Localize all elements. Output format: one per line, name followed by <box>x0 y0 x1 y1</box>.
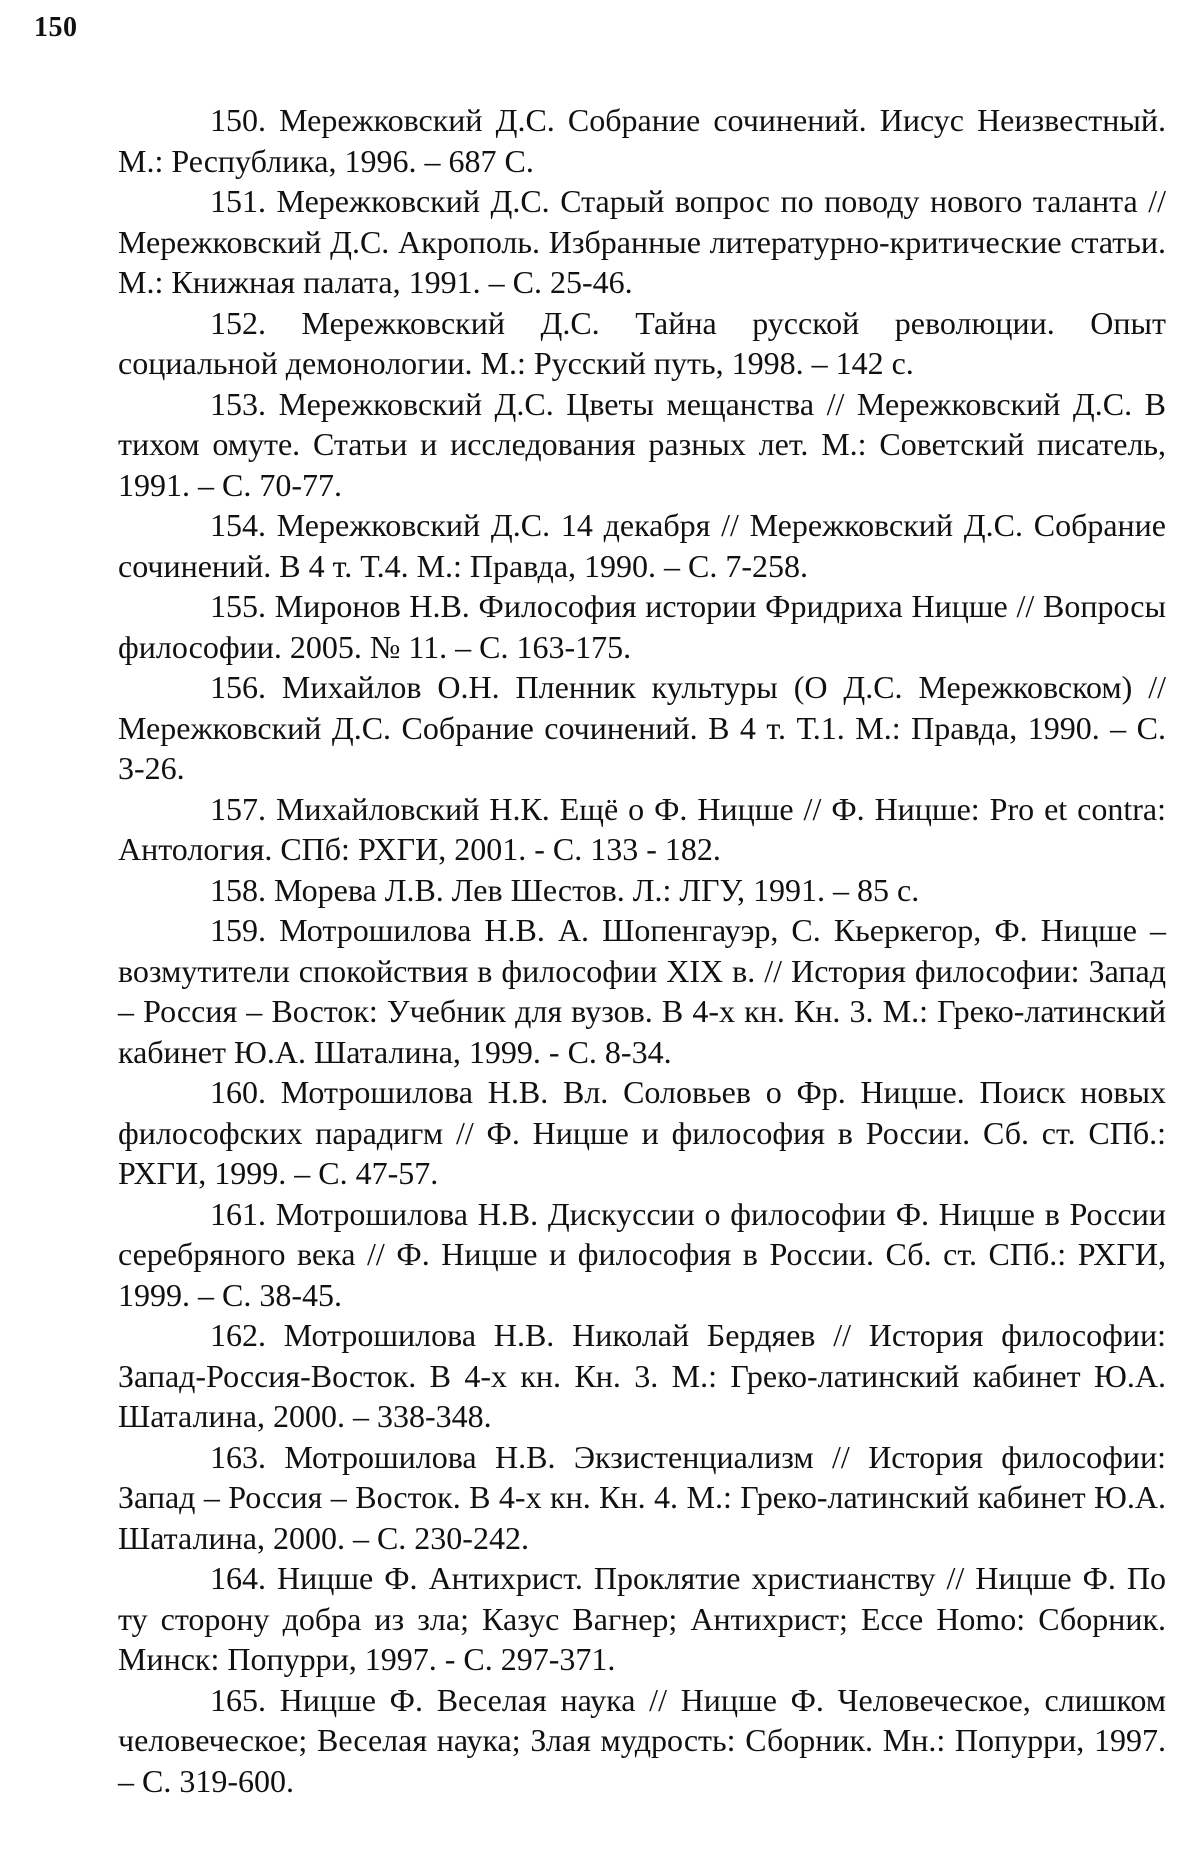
bibliography-entry-160: 160. Мотрошилова Н.В. Вл. Соловьев о Фр. Ницше. Поиск новых философских парадигм // Ф. Ницше и философия в России. Сб. ст. СПб.: РХГИ, 1999. – С. 47-57. <box>118 1074 1166 1191</box>
bibliography-entry-151: 151. Мережковский Д.С. Старый вопрос по поводу нового таланта // Мережковский Д.С. Акрополь. Избранные литературно-критические статьи. М.: Книжная палата, 1991. – С. 25-46. <box>118 183 1166 300</box>
page-number: 150 <box>34 12 78 43</box>
bibliography-entry-150: 150. Мережковский Д.С. Собрание сочинений. Иисус Неизвестный. М.: Республика, 1996. – 687 С. <box>118 102 1166 179</box>
bibliography-entry-163: 163. Мотрошилова Н.В. Экзистенциализм // История философии: Запад – Россия – Восток. В 4-х кн. Кн. 4. М.: Греко-латинский кабинет Ю.А. Шаталина, 2000. – С. 230-242. <box>118 1438 1166 1556</box>
bibliography-entry-162: 162. Мотрошилова Н.В. Николай Бердяев // История философии: Запад-Россия-Восток. В 4-х кн. Кн. 3. М.: Греко-латинский кабинет Ю.А. Шаталина, 2000. – 338-348. <box>118 1317 1166 1434</box>
bibliography-entry-164: 164. Ницше Ф. Антихрист. Проклятие христианству // Ницше Ф. По ту сторону добра из зла; Казус Вагнер; Антихрист; Ecce Homo: Сборник. Минск: Попурри, 1997. - С. 297-371. <box>118 1560 1166 1677</box>
bibliography-entry-154: 154. Мережковский Д.С. 14 декабря // Мережковский Д.С. Собрание сочинений. В 4 т. Т.4. М.: Правда, 1990. – С. 7-258. <box>118 507 1166 584</box>
bibliography-list <box>118 100 1166 1801</box>
bibliography-entry-159: 159. Мотрошилова Н.В. А. Шопенгауэр, С. Кьеркегор, Ф. Ницше – возмутители спокойствия в философии XIX в. // История философии: Запад – Россия – Восток: Учебник для вузов. В 4-х кн. Кн. 3. М.: Греко-латинский кабинет Ю.А. Шаталина, 1999. - С. 8-34. <box>118 912 1166 1070</box>
bibliography-entry-153: 153. Мережковский Д.С. Цветы мещанства // Мережковский Д.С. В тихом омуте. Статьи и исследования разных лет. М.: Советский писатель, 1991. – С. 70-77. <box>118 385 1166 503</box>
bibliography-entry-152: 152. Мережковский Д.С. Тайна русской революции. Опыт социальной демонологии. М.: Русский путь, 1998. – 142 с. <box>118 304 1166 381</box>
bibliography-entry-158: 158. Морева Л.В. Лев Шестов. Л.: ЛГУ, 1991. – 85 с. <box>210 871 920 908</box>
bibliography-entry-165: 165. Ницше Ф. Веселая наука // Ницше Ф. Человеческое, слишком человеческое; Веселая наука; Злая мудрость: Сборник. Мн.: Попурри, 1997. – С. 319-600. <box>118 1681 1166 1799</box>
bibliography-entry-157: 157. Михайловский Н.К. Ещё о Ф. Ницше // Ф. Ницше: Pro et contra: Антология. СПб: РХГИ, 2001. - С. 133 - 182. <box>118 790 1166 867</box>
bibliography-entry-155: 155. Миронов Н.В. Философия истории Фридриха Ницше // Вопросы философии. 2005. № 11. – С. 163-175. <box>118 588 1166 665</box>
bibliography-entry-161: 161. Мотрошилова Н.В. Дискуссии о философии Ф. Ницше в России серебряного века // Ф. Ницше и философия в России. Сб. ст. СПб.: РХГИ, 1999. – С. 38-45. <box>118 1195 1166 1313</box>
bibliography-entry-156: 156. Михайлов О.Н. Пленник культуры (О Д.С. Мережковском) // Мережковский Д.С. Собрание сочинений. В 4 т. Т.1. М.: Правда, 1990. – С. 3-26. <box>118 669 1166 786</box>
